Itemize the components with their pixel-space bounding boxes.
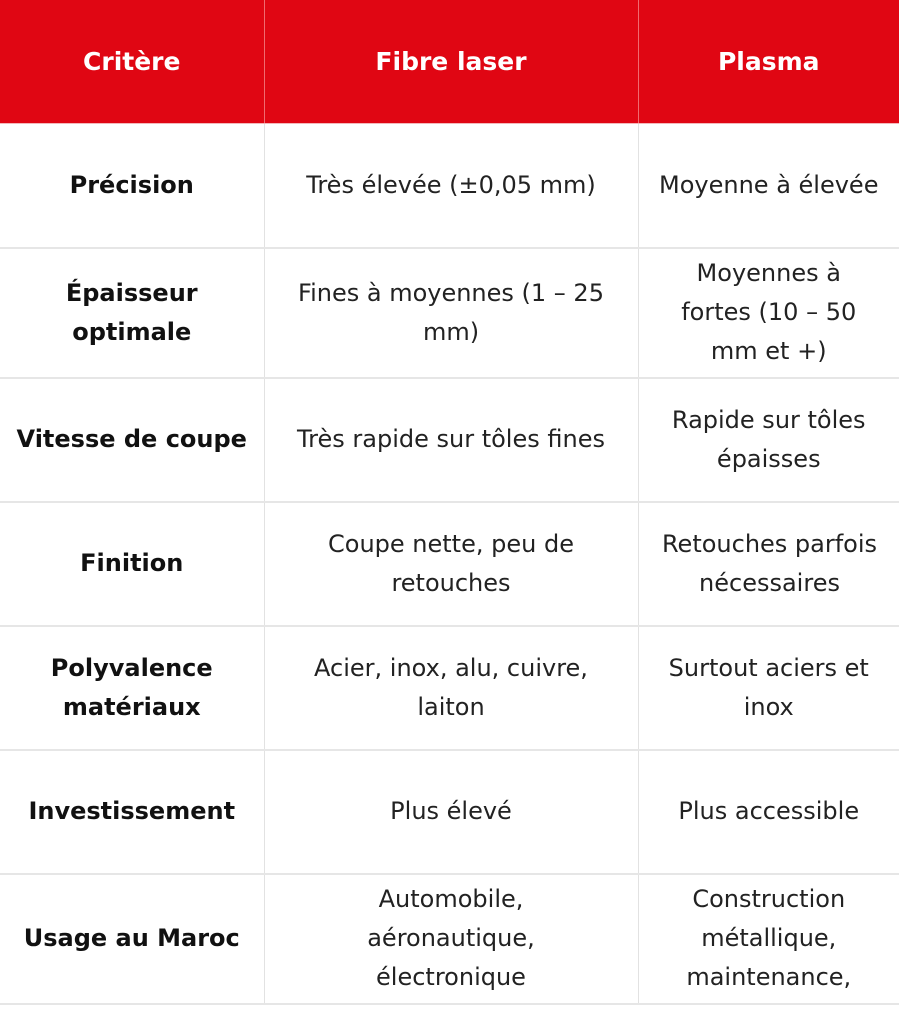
plasma-cell (638, 874, 899, 1004)
criterion-label: Finition (80, 549, 184, 577)
header-plasma: Plasma (638, 0, 899, 124)
plasma-cell (638, 626, 899, 750)
plasma-cell (638, 502, 899, 626)
plasma-value: Surtout aciers et inox (668, 653, 869, 721)
fibre-laser-cell (264, 248, 638, 378)
header-criterion: Critère (0, 0, 264, 124)
criterion-label: Usage au Maroc (23, 924, 240, 952)
plasma-value: Rapide sur tôles épaisses (671, 405, 866, 473)
criterion-cell (0, 502, 264, 626)
fibre-laser-cell (264, 750, 638, 874)
plasma-cell (638, 750, 899, 874)
plasma-cell (638, 124, 899, 248)
plasma-value: Retouches parfois nécessaires (661, 529, 878, 597)
fibre-laser-cell (264, 874, 638, 1004)
criterion-label: Vitesse de coupe (16, 425, 247, 453)
fibre-laser-cell (264, 626, 638, 750)
header-row (0, 0, 899, 124)
table-row (0, 378, 899, 502)
plasma-cell (638, 378, 899, 502)
fibre-laser-value: Coupe nette, peu de retouches (328, 529, 574, 597)
fibre-laser-cell (264, 502, 638, 626)
criterion-cell (0, 626, 264, 750)
criterion-label: Précision (69, 170, 194, 199)
criterion-cell (0, 874, 264, 1004)
table-row (0, 248, 899, 378)
criterion-cell (0, 378, 264, 502)
table-row (0, 750, 899, 874)
fibre-laser-value: Automobile, aéronautique, électronique (367, 885, 535, 991)
fibre-laser-cell (264, 378, 638, 502)
criterion-cell (0, 124, 264, 248)
header-fibre-laser: Fibre laser (264, 0, 638, 124)
plasma-value: Construction métallique, maintenance, (686, 885, 852, 991)
fibre-laser-value: Acier, inox, alu, cuivre, laiton (314, 653, 588, 721)
criterion-label: Épaisseur optimale (65, 278, 198, 346)
plasma-value: Plus accessible (678, 797, 860, 825)
table-row (0, 124, 899, 248)
fibre-laser-cell (264, 124, 638, 248)
table-row (0, 874, 899, 1004)
table-row (0, 626, 899, 750)
criterion-label: Polyvalence matériaux (50, 653, 213, 721)
plasma-value: Moyenne à élevée (659, 170, 879, 199)
fibre-laser-value: Très rapide sur tôles fines (297, 425, 605, 453)
fibre-laser-value: Plus élevé (390, 797, 512, 825)
plasma-cell (638, 248, 899, 378)
criterion-cell (0, 248, 264, 378)
table-row (0, 502, 899, 626)
fibre-laser-value: Fines à moyennes (1 – 25 mm) (298, 278, 604, 346)
plasma-value: Moyennes à fortes (10 – 50 mm et +) (681, 259, 857, 365)
criterion-cell (0, 750, 264, 874)
fibre-laser-value: Très élevée (±0,05 mm) (306, 170, 596, 199)
criterion-label: Investissement (28, 797, 236, 825)
